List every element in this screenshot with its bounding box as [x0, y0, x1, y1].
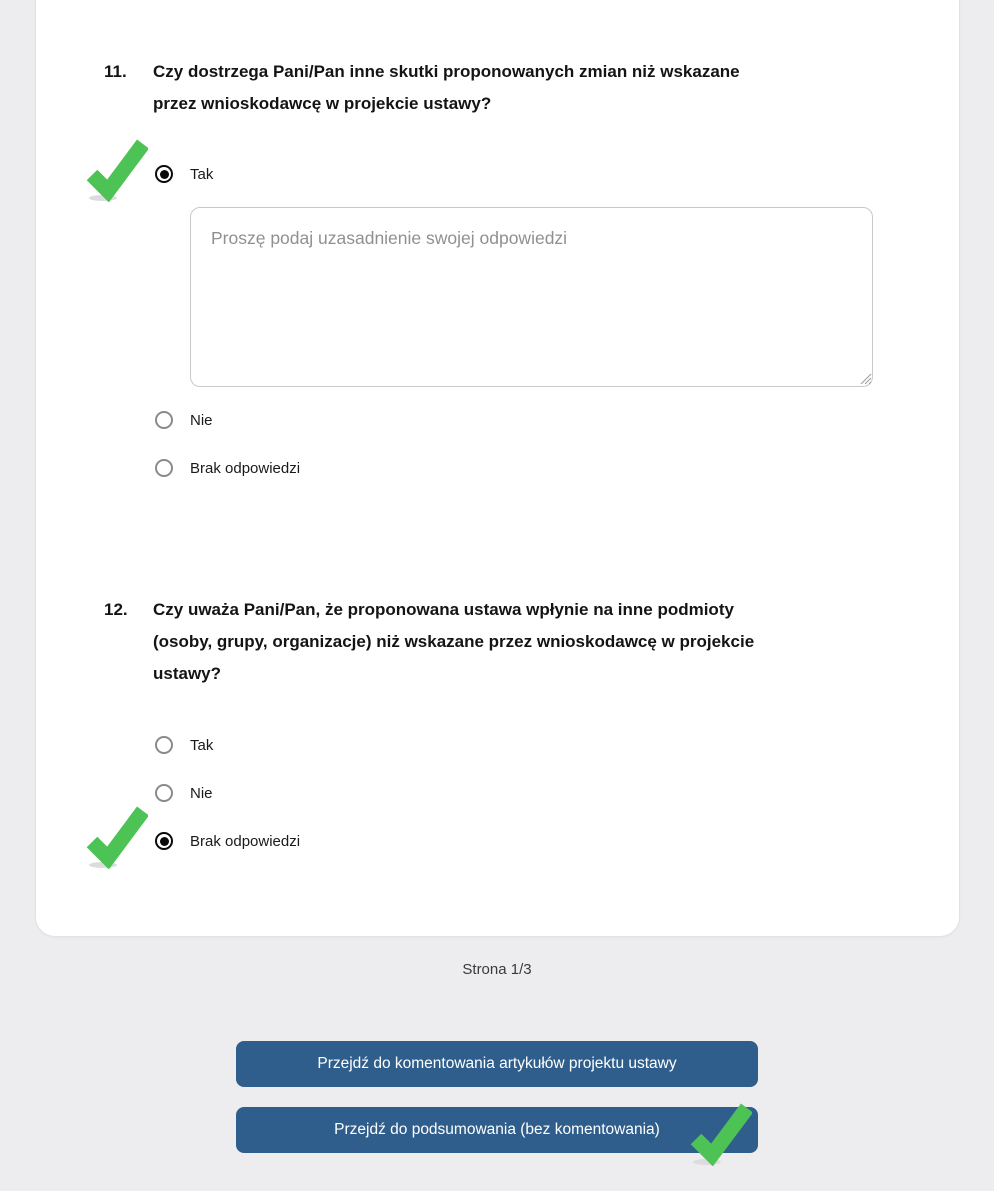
question-11-number: 11. [104, 62, 127, 81]
q11-label-brak-odpowiedzi[interactable]: Brak odpowiedzi [190, 460, 301, 477]
q11-label-nie[interactable]: Nie [190, 412, 213, 429]
q12-radio-nie[interactable] [155, 784, 173, 802]
question-11-line-2: przez wnioskodawcę w projekcie ustawy? [153, 94, 492, 113]
q12-radio-tak[interactable] [155, 736, 173, 754]
q11-radio-tak[interactable] [155, 165, 173, 183]
q12-label-tak[interactable]: Tak [190, 737, 214, 754]
question-11-line-1: Czy dostrzega Pani/Pan inne skutki proponowanych zmian niż wskazane [153, 62, 740, 81]
question-12-text [153, 594, 754, 690]
q11-label-tak[interactable]: Tak [190, 166, 214, 183]
question-12-line-3: ustawy? [153, 664, 222, 683]
question-12-number: 12. [104, 600, 128, 619]
page-indicator: Strona 1/3 [462, 961, 532, 978]
question-11-text [153, 56, 740, 120]
q12-label-nie[interactable]: Nie [190, 785, 213, 802]
go-to-summary-button[interactable]: Przejdź do podsumowania (bez komentowania) [236, 1107, 758, 1153]
question-12-line-2: (osoby, grupy, organizacje) niż wskazane przez wnioskodawcę w projekcie [153, 632, 755, 651]
q11-radio-brak-odpowiedzi[interactable] [155, 459, 173, 477]
q11-radio-nie[interactable] [155, 411, 173, 429]
question-card [35, 0, 960, 937]
q12-label-brak-odpowiedzi[interactable]: Brak odpowiedzi [190, 833, 301, 850]
go-to-article-comments-button[interactable]: Przejdź do komentowania artykułów projektu ustawy [236, 1041, 758, 1087]
q11-justification-textarea[interactable] [190, 207, 873, 387]
q12-radio-brak-odpowiedzi[interactable] [155, 832, 173, 850]
question-12-line-1: Czy uważa Pani/Pan, że proponowana ustawa wpłynie na inne podmioty [153, 600, 734, 619]
